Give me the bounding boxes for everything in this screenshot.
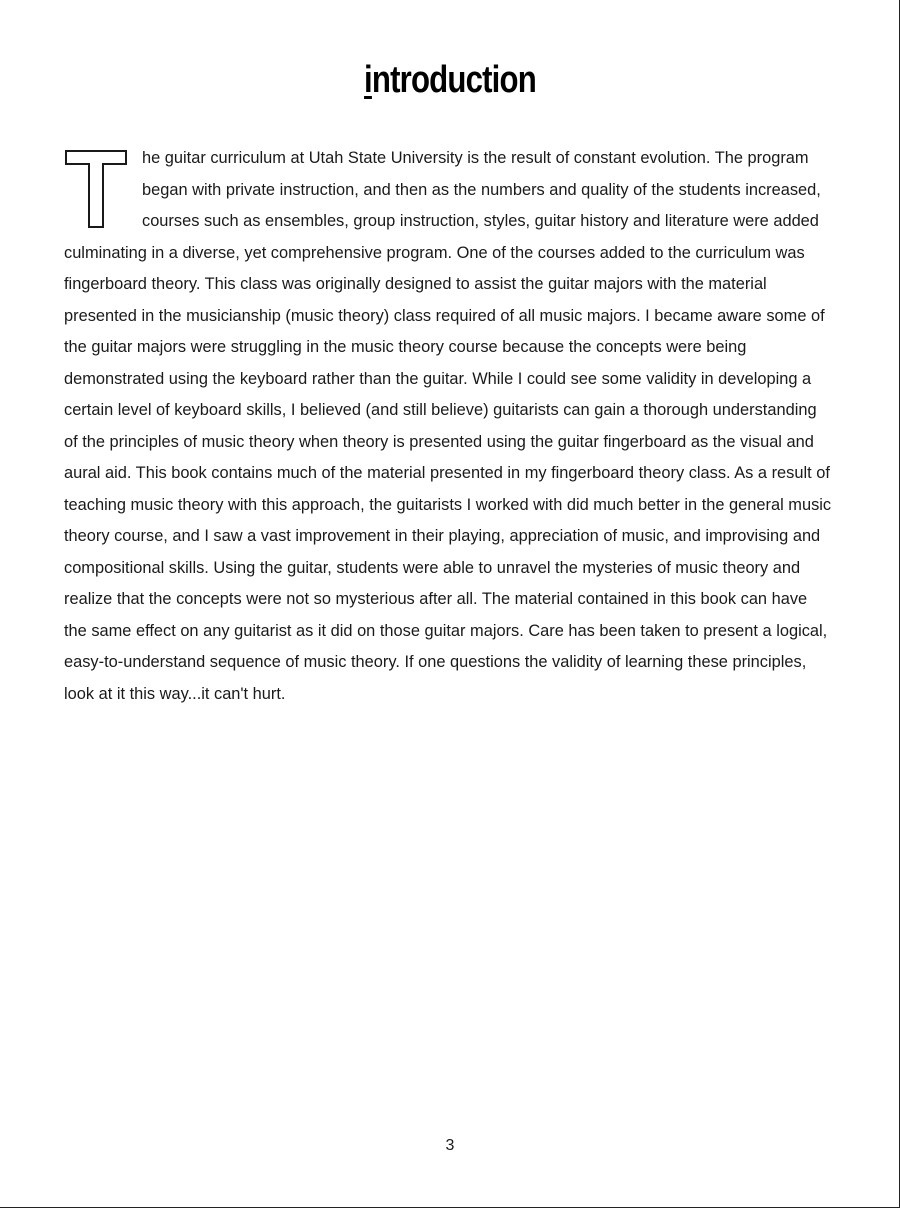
title-rest: ntroduction [371,59,536,101]
page-number: 3 [445,1137,455,1154]
title-first-letter: i [364,59,372,101]
drop-cap-letter-graphic [64,149,128,229]
paragraph-text: he guitar curriculum at Utah State University is the result of constant evolution. The program began with private instruction, and then as the numbers and quality of the students increased, courses such as ensembles, group instruction, styles, guitar history and literature were added culminating in a diverse, yet comprehensive program. One of the courses added to the curriculum was fingerboard theory. This class was originally designed to assist the guitar majors with the material presented in the musicianship (music theory) class required of all music majors. I became aware some of the guitar majors were struggling in the music theory course because the concepts were being demonstrated using the keyboard rather than the guitar. While I could see some validity in developing a certain level of keyboard skills, I believed (and still believe) guitarists can gain a thorough understanding of the principles of music theory when theory is presented using the guitar fingerboard as the visual and aural aid. This book contains much of the material presented in my fingerboard theory class. As a result of teaching music theory with this approach, the guitarists I worked with did much better in the general music theory course, and I saw a vast improvement in their playing, appreciation of music, and improvising and compositional skills. Using the guitar, students were able to unravel the mysteries of music theory and realize that the concepts were not so mysterious after all. The material contained in this book can have the same effect on any guitarist as it did on those guitar majors. Care has been taken to present a logical, easy-to-understand sequence of music theory. If one questions the validity of learning these principles, look at it this way...it can't hurt. [64,149,832,703]
drop-cap-outline [66,151,126,227]
drop-cap [64,149,128,229]
page-title [81,58,819,104]
introduction-paragraph [64,143,834,710]
